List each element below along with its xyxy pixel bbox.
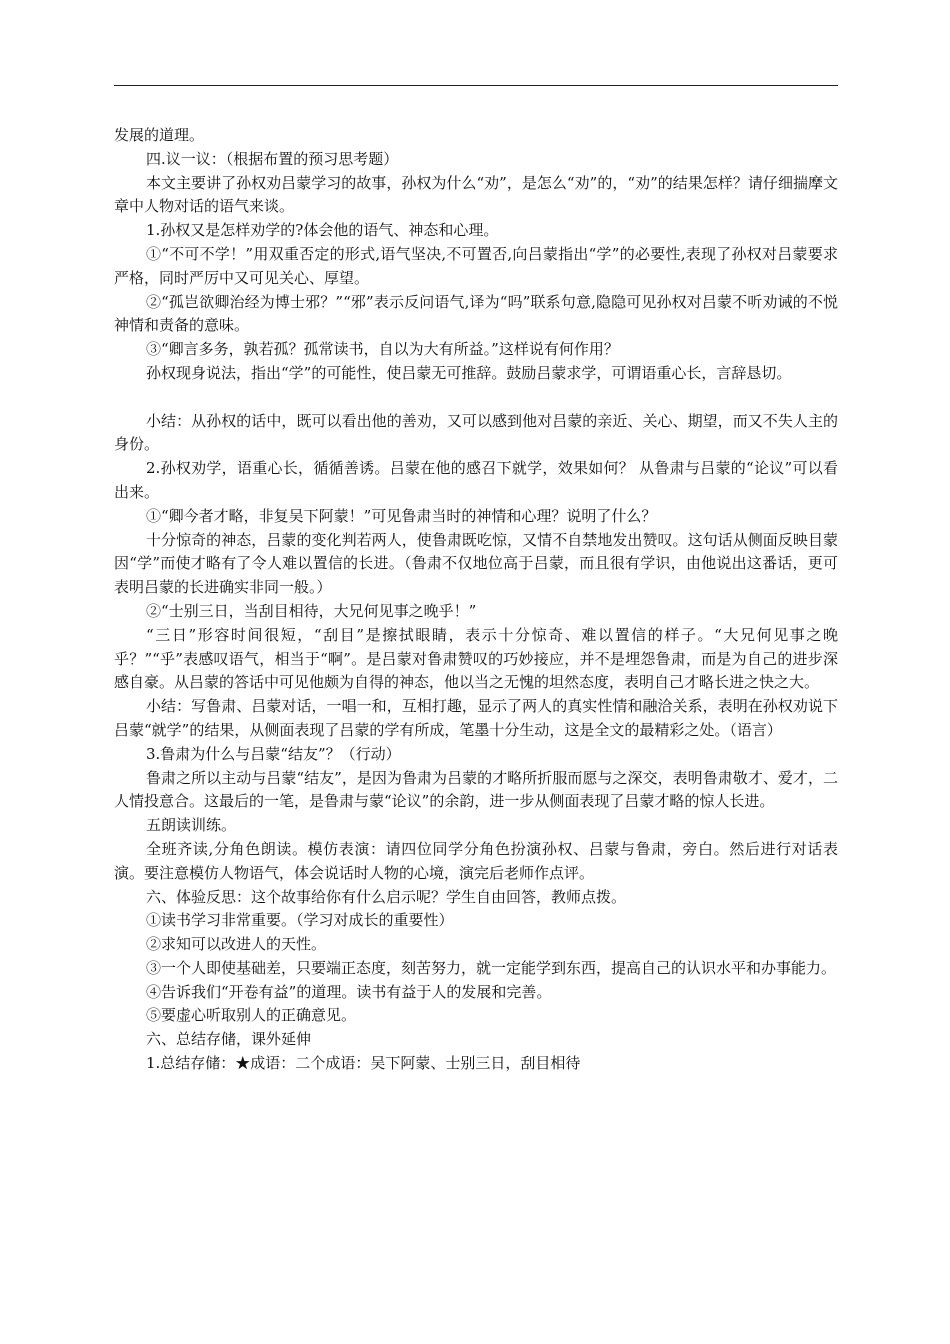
summary-paragraph: 小结：从孙权的话中，既可以看出他的善劝，又可以感到他对吕蒙的亲近、关心、期望，而又不失人主的身份。	[114, 411, 838, 454]
paragraph: ②“孤岂欲卿治经为博士邪？”“邪”表示反问语气,译为“吗”联系句意,隐隐可见孙权对吕蒙不听劝诫的不悦神情和责备的意味。	[114, 292, 838, 335]
list-item: ⑤要虚心听取别人的正确意见。	[146, 1006, 357, 1025]
section-heading-summary: 六、总结存储，课外延伸	[146, 1030, 312, 1049]
paragraph: 本文主要讲了孙权劝吕蒙学习的故事，孙权为什么“劝”，是怎么“劝”的，“劝”的结果怎样？请仔细揣摩文章中人物对话的语气来谈。	[114, 173, 838, 216]
paragraph: 十分惊奇的神态，吕蒙的变化判若两人，使鲁肃既吃惊，又情不自禁地发出赞叹。这句话从侧面反映目蒙因“学”而使才略有了令人难以置信的长进。（鲁肃不仅地位高于吕蒙，而且很有学识，由他说出这番话，更可表明吕蒙的长进确实非同一般。）	[114, 530, 838, 597]
paragraph: 孙权现身说法，指出“学”的可能性，使吕蒙无可推辞。鼓励吕蒙求学，可谓语重心长，言辞恳切。	[146, 363, 792, 382]
paragraph: 全班齐读,分角色朗读。模仿表演：请四位同学分角色扮演孙权、吕蒙与鲁肃，旁白。然后进行对话表演。要注意模仿人物语气，体会说话时人物的心境，演完后老师作点评。	[114, 839, 838, 882]
document-body	[114, 124, 838, 1076]
header-rule	[114, 85, 838, 86]
question-heading: 2.孙权劝学，语重心长，循循善诱。吕蒙在他的感召下就学，效果如何？ 从鲁肃与吕蒙的“论议”可以看出来。	[114, 459, 838, 501]
paragraph: “三日”形容时间很短，“刮目”是擦拭眼睛，表示十分惊奇、难以置信的样子。“大兄何见事之晚乎？”“乎”表感叹语气，相当于“啊”。是吕蒙对鲁肃赞叹的巧妙接应，并不是埋怨鲁肃，而是为自己的进步深感自豪。从吕蒙的答话中可见他颇为自得的神态，他以当之无愧的坦然态度，表明自己才略长进之快之大。	[114, 625, 838, 692]
blank-line	[114, 386, 838, 410]
paragraph: 发展的道理。	[114, 126, 205, 144]
list-item: ③一个人即使基础差，只要端正态度，刻苦努力，就一定能学到东西，提高自己的认识水平和办事能力。	[146, 958, 837, 977]
section-heading-reading: 五朗读训练。	[146, 816, 237, 835]
section-heading-reflection: 六、体验反思：这个故事给你有什么启示呢？学生自由回答，教师点拨。	[146, 887, 627, 906]
paragraph: ①“卿今者才略，非复吴下阿蒙！”可见鲁肃当时的神情和心理？说明了什么？	[146, 506, 657, 525]
summary-paragraph: 小结：写鲁肃、吕蒙对话，一唱一和，互相打趣，显示了两人的真实性情和融洽关系，表明在孙权劝说下吕蒙“就学”的结果，从侧面表现了吕蒙的学有所成，笔墨十分生动，这是全文的最精彩之处。（语言）	[114, 697, 838, 739]
paragraph: ③“卿言多务，孰若孤？孤常读书，自以为大有所益。”这样说有何作用？	[146, 340, 619, 359]
paragraph: ①“不可不学！”用双重否定的形式,语气坚决,不可置否,向吕蒙指出“学”的必要性,表现了孙权对吕蒙要求严格，同时严厉中又可见关心、厚望。	[114, 244, 838, 287]
list-item: ①读书学习非常重要。（学习对成长的重要性）	[146, 911, 454, 930]
section-heading-discussion: 四.议一议：（根据布置的预习思考题）	[146, 149, 399, 168]
list-item: ④告诉我们“开卷有益”的道理。读书有益于人的发展和完善。	[146, 982, 552, 1001]
list-item: ②求知可以改进人的天性。	[146, 935, 327, 954]
paragraph: ②“士别三日，当刮目相待，大兄何见事之晚乎！”	[146, 601, 477, 620]
paragraph: 1.总结存储：★成语：二个成语：吴下阿蒙、士别三日，刮目相待	[146, 1054, 581, 1073]
paragraph: 鲁肃之所以主动与吕蒙“结友”，是因为鲁肃为吕蒙的才略所折服而愿与之深交，表明鲁肃敬才、爱才，二人情投意合。这最后的一笔，是鲁肃与蒙“论议”的余韵，进一步从侧面表现了吕蒙才略的惊人长进。	[114, 768, 838, 811]
question-heading: 3.鲁肃为什么与吕蒙“结友”？（行动）	[146, 744, 401, 763]
question-heading: 1.孙权又是怎样劝学的?体会他的语气、神态和心理。	[146, 221, 499, 240]
